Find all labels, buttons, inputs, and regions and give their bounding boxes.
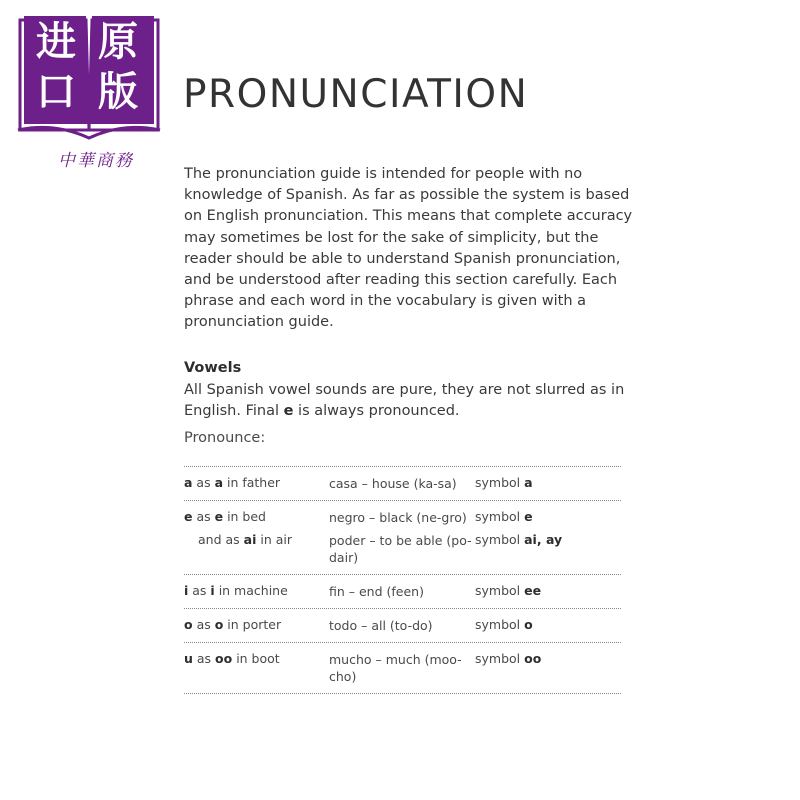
logo-char: 版 xyxy=(98,68,138,115)
pronounce-label: Pronounce: xyxy=(184,430,266,446)
logo-char: 原 xyxy=(98,18,138,65)
sound-cell: o as o in porter xyxy=(184,617,282,632)
logo-script-text: 中華商務 xyxy=(58,151,134,171)
symbol-cell: symbol oo xyxy=(475,651,542,666)
example-cell: mucho – much (moo-cho) xyxy=(329,652,462,684)
sound-cell: and as ai in air xyxy=(198,532,292,547)
symbol-cell: symbol e xyxy=(475,509,533,524)
sound-cell: a as a in father xyxy=(184,475,281,490)
table-row xyxy=(184,643,621,694)
example-cell: casa – house (ka-sa) xyxy=(329,476,457,491)
text-segment: All Spanish vowel sounds are pure, they are not slurred as in English. Final xyxy=(184,382,625,420)
logo-char: 进 xyxy=(36,18,76,65)
bold-letter: e xyxy=(283,403,294,420)
sound-cell: u as oo in boot xyxy=(184,651,280,666)
table-row xyxy=(184,609,621,643)
vowels-paragraph xyxy=(184,380,634,422)
text-segment: is always pronounced. xyxy=(293,403,460,420)
page-title: PRONUNCIATION xyxy=(183,72,529,117)
logo-char: 口 xyxy=(36,68,76,115)
table-row xyxy=(184,501,621,526)
section-heading: Vowels xyxy=(184,360,242,376)
example-cell: negro – black (ne-gro) xyxy=(329,510,467,525)
example-cell: fin – end (feen) xyxy=(329,584,424,599)
example-cell: poder – to be able (po-dair) xyxy=(329,533,472,565)
pronunciation-table xyxy=(184,466,621,694)
table-row xyxy=(184,575,621,609)
table-row xyxy=(184,526,621,575)
table-row xyxy=(184,467,621,501)
intro-paragraph: The pronunciation guide is intended for people with no knowledge of Spanish. As far as possible the system is based on English pronunciation. This means that complete accuracy may sometimes be lost for the sake of simplicity, but the reader should be able to understand Spanish pronunciation, and be understood after reading this section carefully. Each phrase and each word in the vocabulary is given with a pronunciation guide. xyxy=(184,166,633,331)
publisher-logo xyxy=(16,14,162,171)
symbol-cell: symbol o xyxy=(475,617,533,632)
symbol-cell: symbol ee xyxy=(475,583,542,598)
symbol-cell: symbol a xyxy=(475,475,533,490)
sound-cell: i as i in machine xyxy=(184,583,288,598)
symbol-cell: symbol ai, ay xyxy=(475,532,563,547)
sound-cell: e as e in bed xyxy=(184,509,266,524)
example-cell: todo – all (to-do) xyxy=(329,618,433,633)
